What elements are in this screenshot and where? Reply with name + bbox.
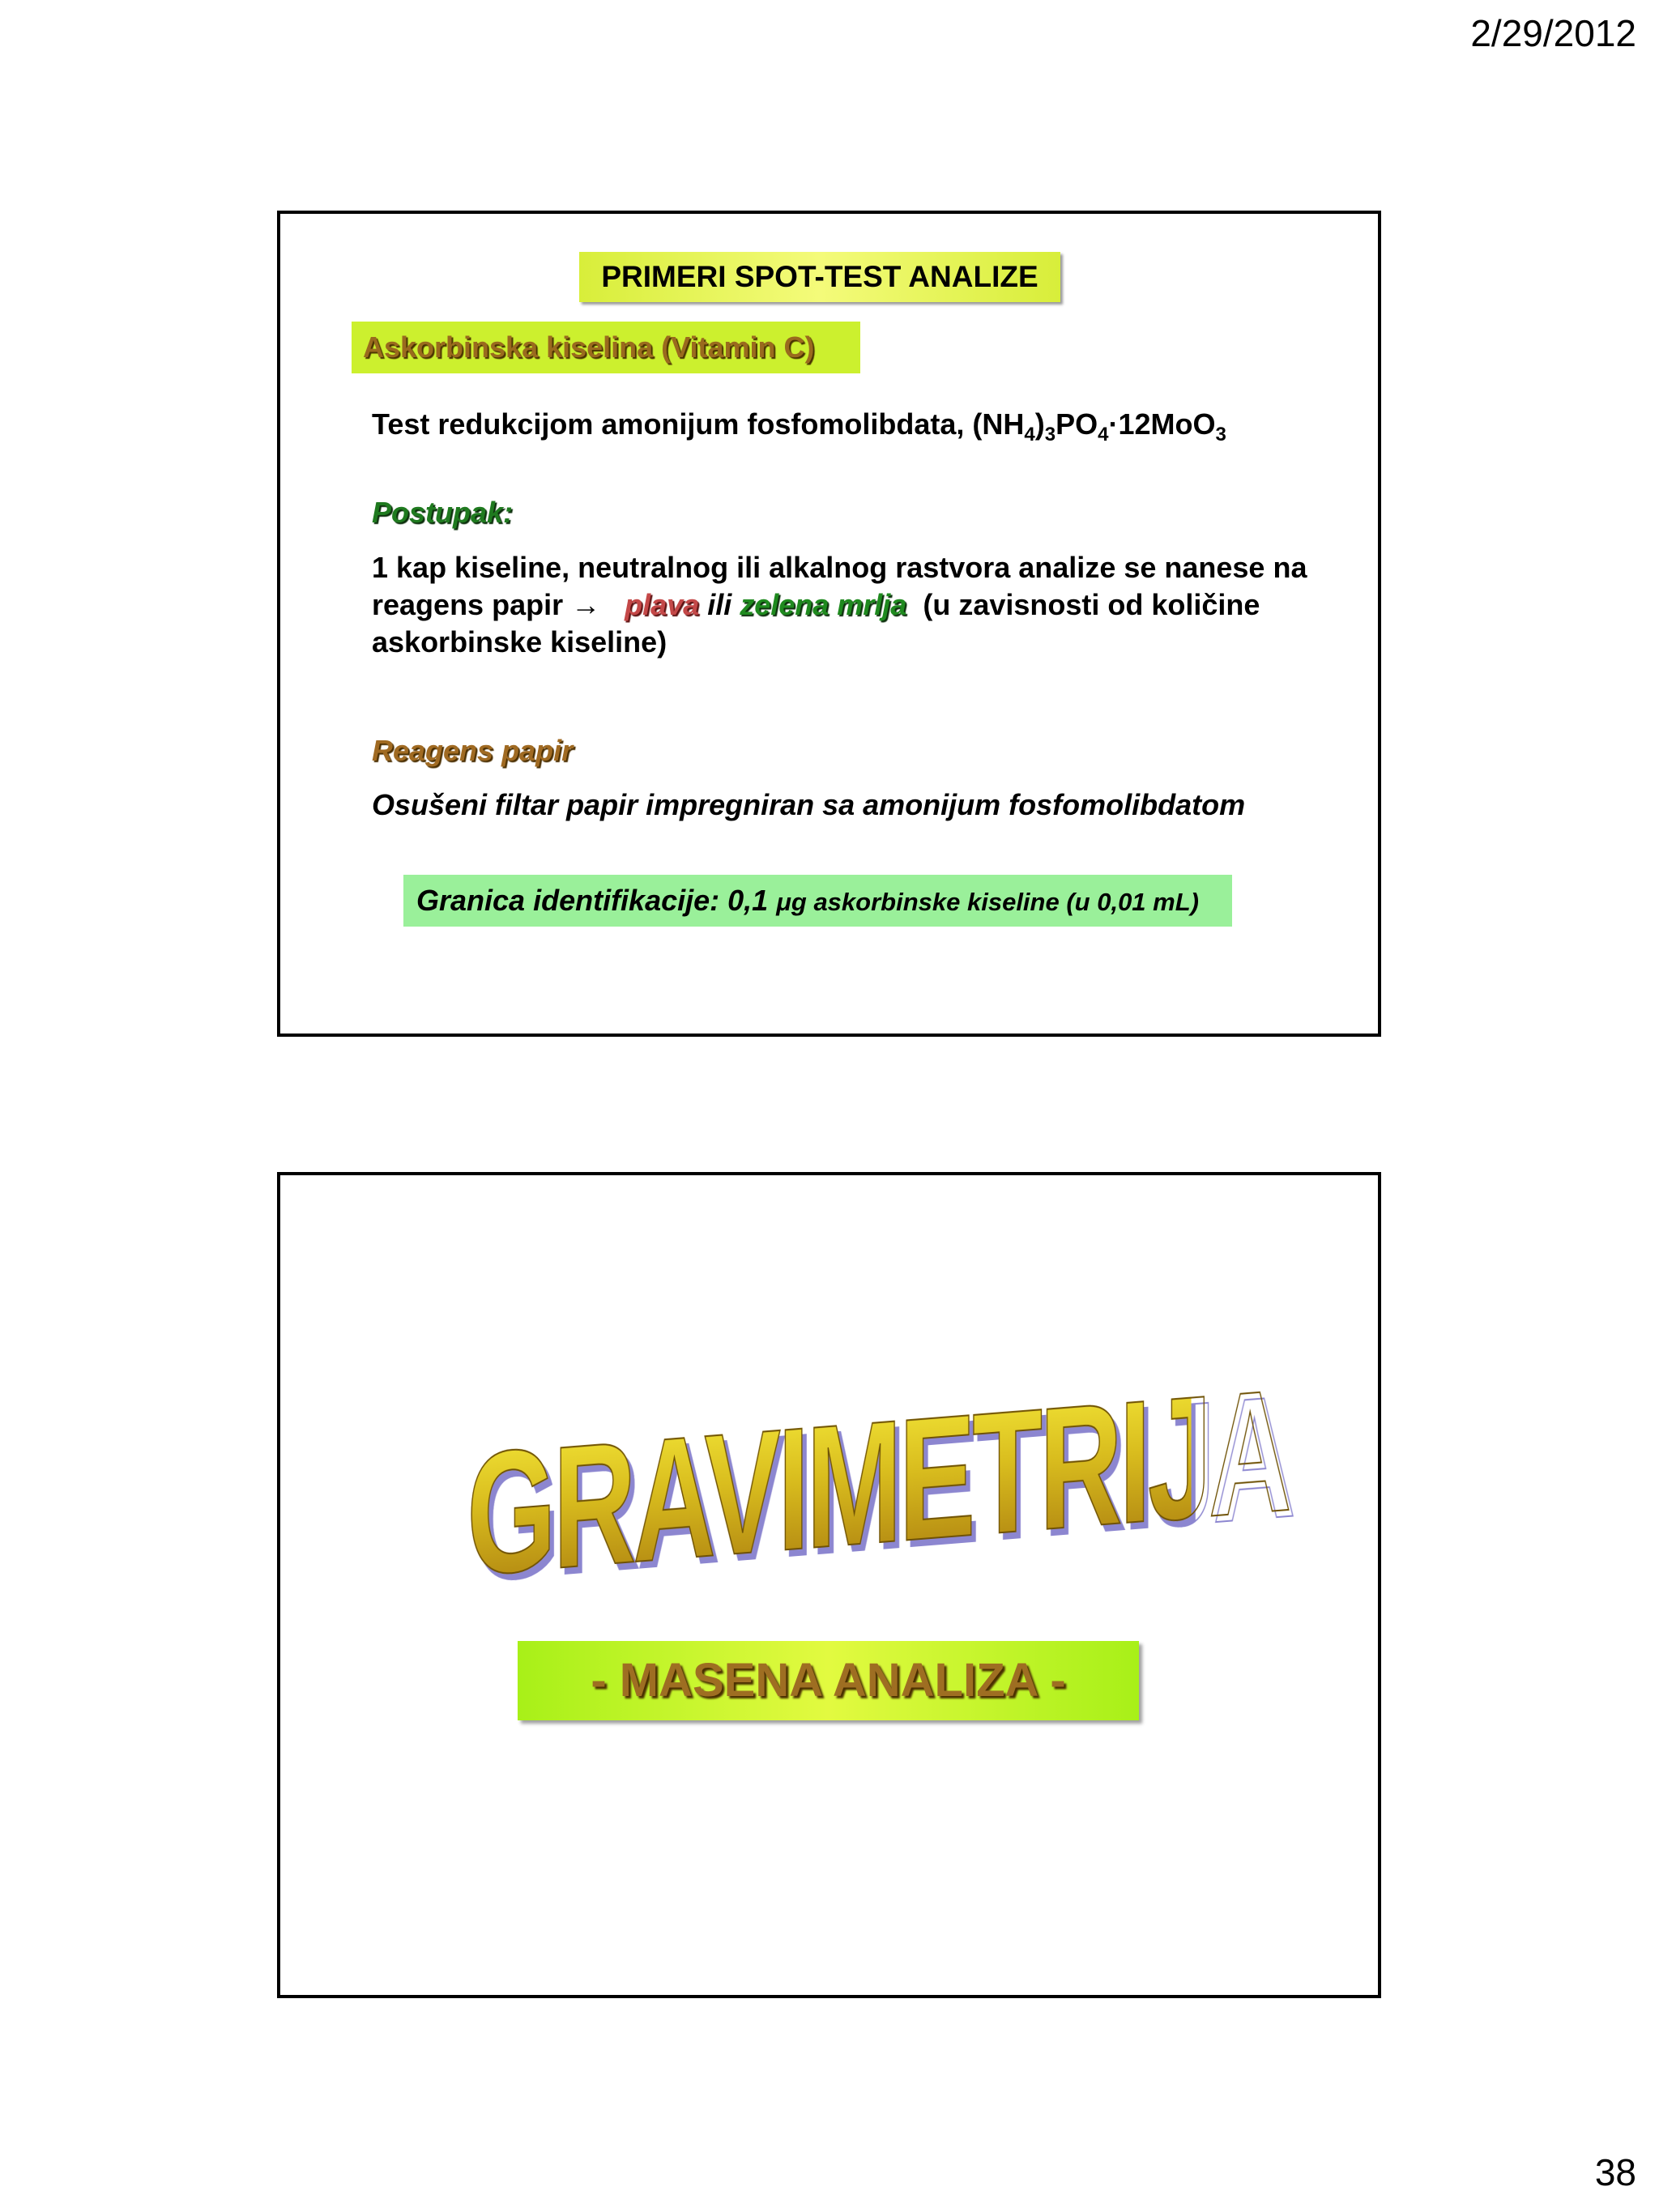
slide-gravimetry xyxy=(277,1172,1381,1998)
procedure-text: 1 kap kiseline, neutralnog ili alkalnog rastvora analize se nanese na reagens papir → plava ili zelena mrlja (u zavisnosti od količine askorbinske kiseline) xyxy=(372,551,1307,658)
mass-analysis-subtitle: - MASENA ANALIZA - xyxy=(518,1641,1139,1720)
reagent-heading: Reagens papir xyxy=(372,734,574,767)
test-description: Test redukcijom amonijum fosfomolibdata, $(NH_4)_3PO_4\cdot 12MoO_3$ xyxy=(372,407,1226,445)
procedure-heading: Postupak: xyxy=(372,496,514,529)
green-stain-word: zelena mrlja xyxy=(740,588,907,621)
slide-spot-test xyxy=(277,211,1381,1037)
subject-heading: Askorbinska kiselina (Vitamin C) xyxy=(352,322,860,373)
gravimetry-title: GRAVIMETRIJA xyxy=(467,1357,1191,1615)
page-number: 38 xyxy=(1594,2151,1636,2193)
identification-limit: Granica identifikacije: 0,1 μg askorbinske kiseline (u 0,01 mL) xyxy=(403,875,1232,927)
page-date: 2/29/2012 xyxy=(1470,12,1636,54)
reagent-description: Osušeni filtar papir impregniran sa amonijum fosfomolibdatom xyxy=(372,788,1246,821)
blue-stain-word: plava xyxy=(625,588,700,621)
slide-title: PRIMERI SPOT-TEST ANALIZE xyxy=(579,252,1060,302)
